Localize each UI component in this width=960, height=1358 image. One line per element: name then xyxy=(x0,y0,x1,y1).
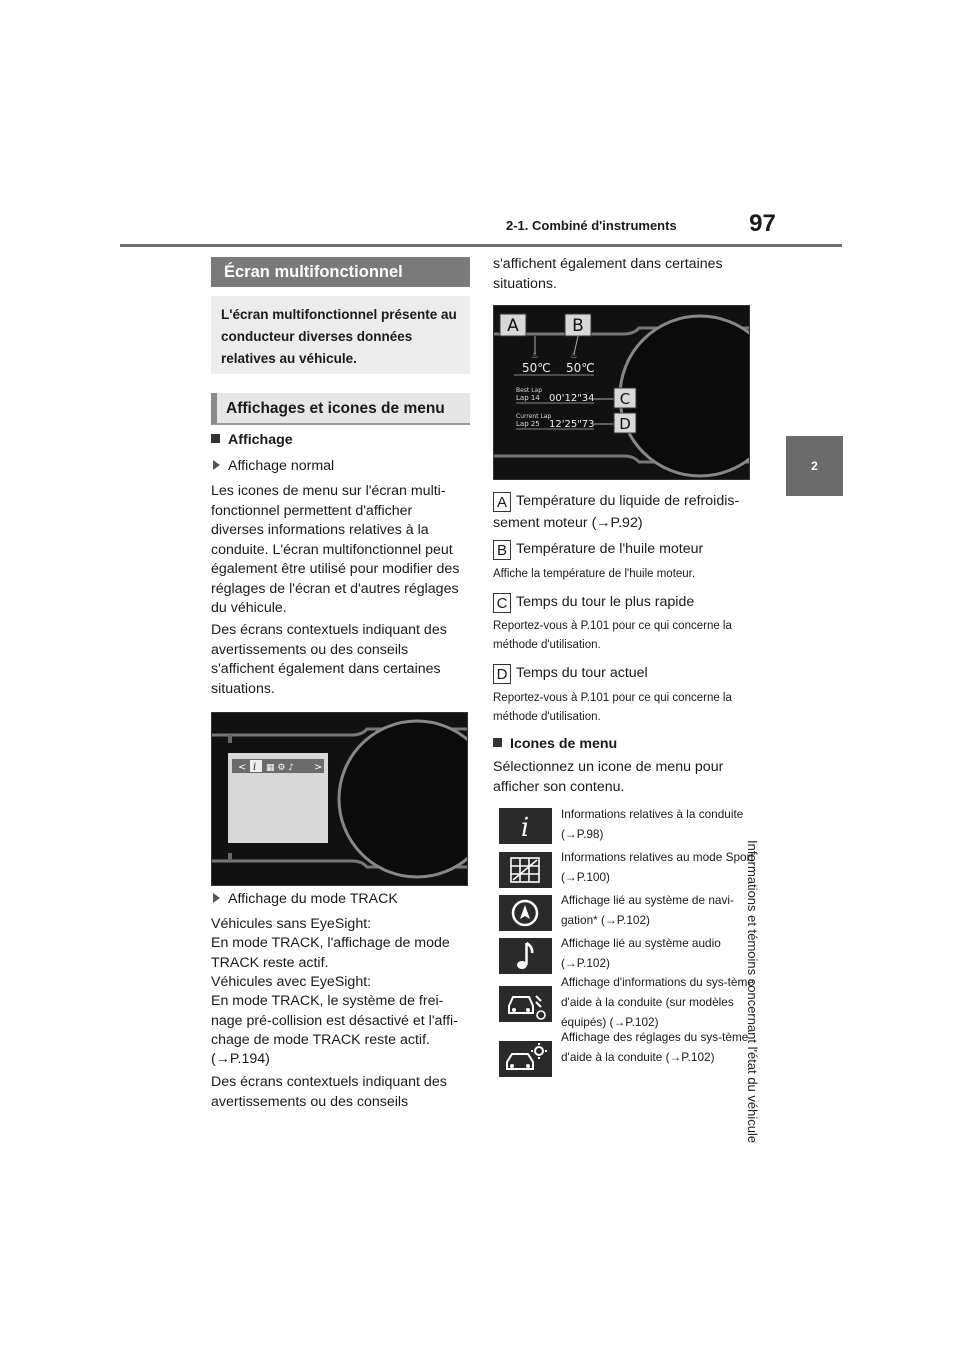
svg-text:B: B xyxy=(572,316,584,336)
chapter-side-title: Informations et témoins concernant l'état du véhicule xyxy=(745,840,760,1144)
subheading-affichage-normal: Affichage normal xyxy=(213,457,334,477)
menu-intro: Sélectionnez un icone de menu pour afficher son contenu. xyxy=(493,759,724,795)
menu-desc-driver-assist: Affichage d'informations du sys-tème d'aide à la conduite (sur modèles équipés) (→P.102) xyxy=(561,975,754,1029)
track-text-2: En mode TRACK, le système de frei-nage pré-collision est désactivé et l'affi-chage de mode TRACK reste actif. xyxy=(211,993,458,1048)
paragraph-contextuels-2: Des écrans contextuels indiquant des avertissements ou des conseils xyxy=(211,1074,447,1110)
svg-text:i: i xyxy=(520,813,530,843)
intro-box: L'écran multifonctionnel présente au conducteur diverses données relatives au véhicule. xyxy=(211,296,470,374)
paragraph-icones: Les icones de menu sur l'écran multi-fonctionnel permettent d'afficher diverses informations relatives à la conduite. L'écran multifonctionnel peut également être utilisé pour modifier des réglages de l'écran et d'autres réglages du véhicule. xyxy=(211,483,460,616)
menu-desc-audio: Affichage lié au système audio (→P.102) xyxy=(561,936,721,970)
svg-text:Lap 25: Lap 25 xyxy=(516,420,540,428)
heading-affichages-icones: Affichages et icones de menu xyxy=(211,393,470,425)
legend-item-c: C Temps du tour le plus rapide xyxy=(493,593,755,613)
svg-text:<: < xyxy=(238,762,247,773)
svg-text:50℃: 50℃ xyxy=(566,361,595,375)
svg-text:Lap 14: Lap 14 xyxy=(516,394,540,402)
track-text-1: En mode TRACK, l'affichage de mode TRACK reste actif. xyxy=(211,935,450,971)
svg-text:♨: ♨ xyxy=(570,351,578,360)
subheading-icones-menu: Icones de menu xyxy=(493,735,617,755)
normal-display-image xyxy=(211,712,468,886)
svg-text:Best Lap: Best Lap xyxy=(516,387,543,394)
paragraph-continued: s'affichent également dans certaines situations. xyxy=(493,256,723,292)
svg-text:A: A xyxy=(507,316,519,336)
driver-assist-icon xyxy=(499,986,552,1022)
track-avec-eyesight: Véhicules avec EyeSight: xyxy=(211,974,372,990)
svg-text:♨: ♨ xyxy=(531,351,539,360)
menu-desc-info: Informations relatives à la conduite (→P.98) xyxy=(561,807,744,841)
page-number: 97 xyxy=(749,210,776,237)
svg-text:i: i xyxy=(253,762,257,773)
svg-text:Current Lap: Current Lap xyxy=(516,413,552,420)
track-sans-eyesight: Véhicules sans EyeSight: xyxy=(211,916,372,932)
chapter-tab[interactable]: 2 xyxy=(786,436,843,496)
legend-item-c-desc: Reportez-vous à P.101 pour ce qui concerne la méthode d'utilisation. xyxy=(493,620,732,651)
navigation-icon xyxy=(499,895,552,931)
music-note-icon xyxy=(499,938,552,974)
subheading-affichage: Affichage xyxy=(211,431,293,451)
legend-item-b-desc: Affiche la température de l'huile moteur. xyxy=(493,568,696,580)
heading-ecran-multifonctionnel: Écran multifonctionnel xyxy=(211,257,470,287)
info-icon xyxy=(499,808,552,844)
car-settings-icon xyxy=(499,1041,552,1077)
svg-text:▦ ⚙ ♪: ▦ ⚙ ♪ xyxy=(266,763,295,773)
sport-grid-icon xyxy=(499,852,552,888)
paragraph-contextuels: Des écrans contextuels indiquant des avertissements ou des conseils s'affichent également dans certaines situations. xyxy=(211,622,447,697)
legend-item-a: A Température du liquide de refroidis-sement moteur (→P.92) xyxy=(493,493,740,531)
track-ref: (→P.194) xyxy=(211,1051,270,1067)
normal-display-drawing xyxy=(212,713,467,885)
svg-text:C: C xyxy=(619,390,631,408)
legend-item-b: B Température de l'huile moteur xyxy=(493,540,755,560)
legend-item-d: D Temps du tour actuel xyxy=(493,664,755,684)
legend-item-d-desc: Reportez-vous à P.101 pour ce qui concerne la méthode d'utilisation. xyxy=(493,692,732,723)
svg-text:50℃: 50℃ xyxy=(522,361,551,375)
menu-desc-navigation: Affichage lié au système de navi-gation* (→P.102) xyxy=(561,893,734,927)
svg-text:>: > xyxy=(314,762,323,773)
header-rule xyxy=(120,244,842,247)
svg-text:00'12"34: 00'12"34 xyxy=(549,393,595,404)
track-display-image xyxy=(493,305,750,480)
menu-desc-car-settings: Affichage des réglages du sys-tème d'aide à la conduite (→P.102) xyxy=(561,1030,749,1064)
svg-text:12'25"73: 12'25"73 xyxy=(549,419,595,430)
track-display-drawing xyxy=(494,306,749,479)
menu-desc-sport: Informations relatives au mode Sport (→P.100) xyxy=(561,850,754,884)
svg-text:D: D xyxy=(619,415,631,433)
subheading-track: Affichage du mode TRACK xyxy=(213,890,398,910)
section-title: 2-1. Combiné d'instruments xyxy=(506,218,677,233)
